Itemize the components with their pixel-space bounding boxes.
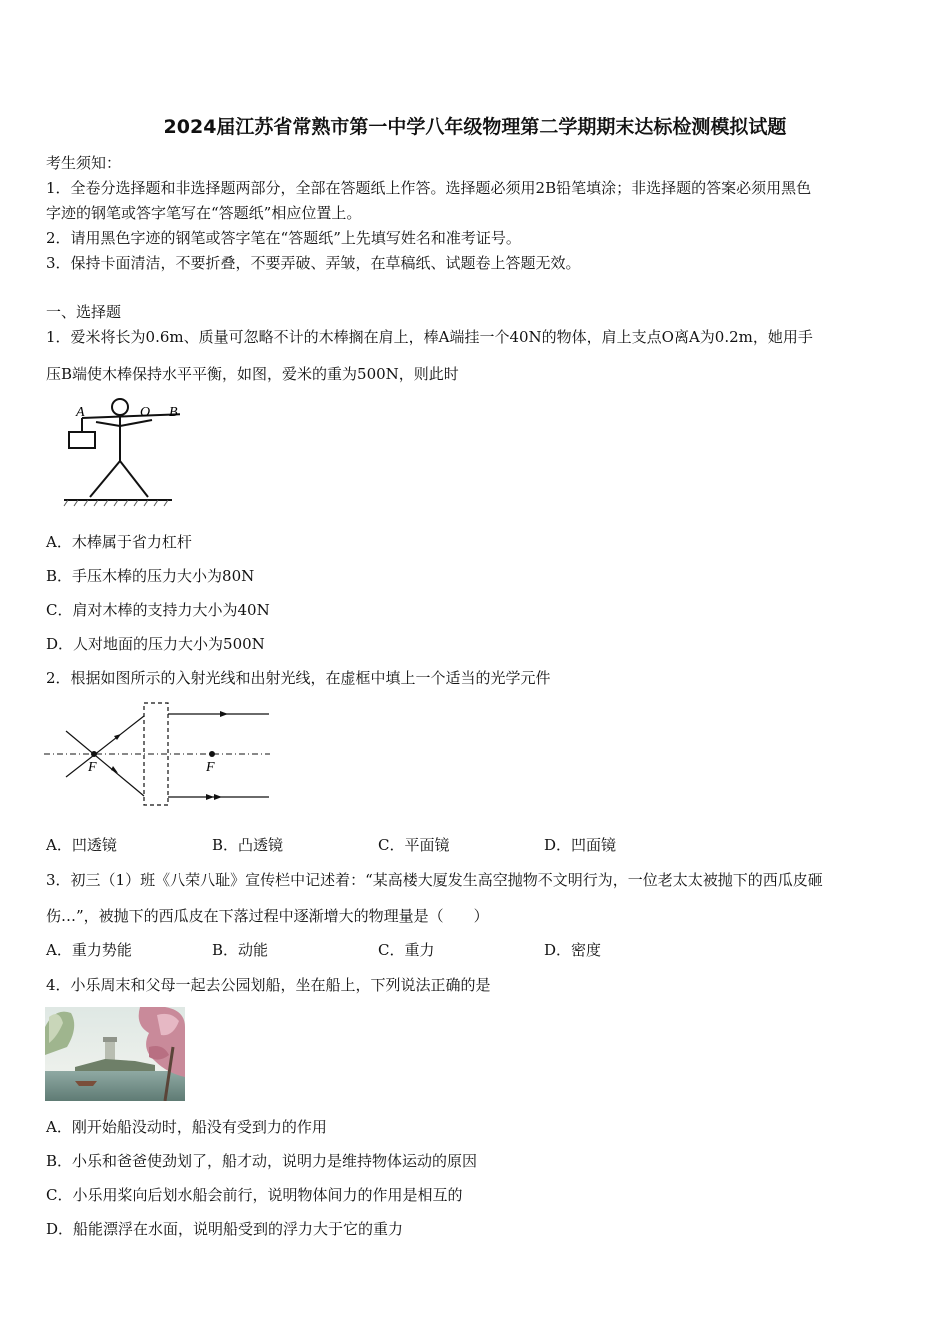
q4-option-a[interactable]: A．刚开始船没动时，船没有受到力的作用 — [46, 1118, 327, 1136]
q1-stem: 压B端使木棒保持水平平衡，如图，爱米的重为500N，则此时 — [46, 365, 459, 383]
q2-option-d[interactable]: D．凹面镜 — [544, 836, 617, 854]
q1-option-c[interactable]: C．肩对木棒的支持力大小为40N — [46, 601, 270, 619]
q2-optics-figure — [44, 700, 274, 808]
q2-stem: 2．根据如图所示的入射光线和出射光线，在虚框中填上一个适当的光学元件 — [46, 669, 551, 687]
q3-option-b[interactable]: B．动能 — [212, 941, 269, 959]
label-b: B — [169, 405, 178, 420]
focus-label-left: F — [88, 760, 97, 775]
q3-option-a[interactable]: A．重力势能 — [46, 941, 132, 959]
notice-line: 3．保持卡面清洁，不要折叠，不要弄破、弄皱，在草稿纸、试题卷上答题无效。 — [46, 254, 581, 272]
q4-option-c[interactable]: C．小乐用桨向后划水船会前行，说明物体间力的作用是相互的 — [46, 1186, 463, 1204]
q2-option-a[interactable]: A．凹透镜 — [46, 836, 117, 854]
q4-option-d[interactable]: D．船能漂浮在水面，说明船受到的浮力大于它的重力 — [46, 1220, 404, 1238]
section-heading: 一、选择题 — [46, 303, 122, 321]
q1-option-d[interactable]: D．人对地面的压力大小为500N — [46, 635, 265, 653]
q4-stem: 4．小乐周末和父母一起去公园划船，坐在船上，下列说法正确的是 — [46, 976, 491, 994]
label-a: A — [76, 405, 85, 420]
q3-option-d[interactable]: D．密度 — [544, 941, 602, 959]
notice-heading: 考生须知： — [46, 154, 122, 172]
notice-line: 2．请用黑色字迹的钢笔或答字笔在“答题纸”上先填写姓名和准考证号。 — [46, 229, 521, 247]
q1-option-a[interactable]: A．木棒属于省力杠杆 — [46, 533, 192, 551]
page-title: 2024届江苏省常熟市第一中学八年级物理第二学期期末达标检测模拟试题 — [163, 116, 787, 138]
q1-option-b[interactable]: B．手压木棒的压力大小为80N — [46, 567, 255, 585]
q4-park-boat-photo — [45, 1007, 185, 1101]
q3-stem: 3．初三（1）班《八荣八耻》宣传栏中记述着：“某高楼大厦发生高空抛物不文明行为，一位老太太被抛下的西瓜皮砸 — [46, 871, 823, 889]
q1-stem: 1．爱米将长为0.6m、质量可忽略不计的木棒搁在肩上，棒A端挂一个40N的物体，肩上支点O离A为0.2m，她用手 — [46, 328, 813, 346]
focus-label-right: F — [206, 760, 215, 775]
q3-stem: 伤…”，被抛下的西瓜皮在下落过程中逐渐增大的物理量是（ ） — [46, 907, 489, 925]
q2-option-c[interactable]: C．平面镜 — [378, 836, 450, 854]
q3-option-c[interactable]: C．重力 — [378, 941, 435, 959]
q1-lever-figure — [60, 396, 180, 508]
label-o: O — [140, 405, 151, 420]
notice-line: 1．全卷分选择题和非选择题两部分，全部在答题纸上作答。选择题必须用2B铅笔填涂；非选择题的答案必须用黑色 — [46, 179, 812, 197]
q2-option-b[interactable]: B．凸透镜 — [212, 836, 284, 854]
notice-line: 字迹的钢笔或答字笔写在“答题纸”相应位置上。 — [46, 204, 362, 222]
q4-option-b[interactable]: B．小乐和爸爸使劲划了，船才动，说明力是维持物体运动的原因 — [46, 1152, 478, 1170]
